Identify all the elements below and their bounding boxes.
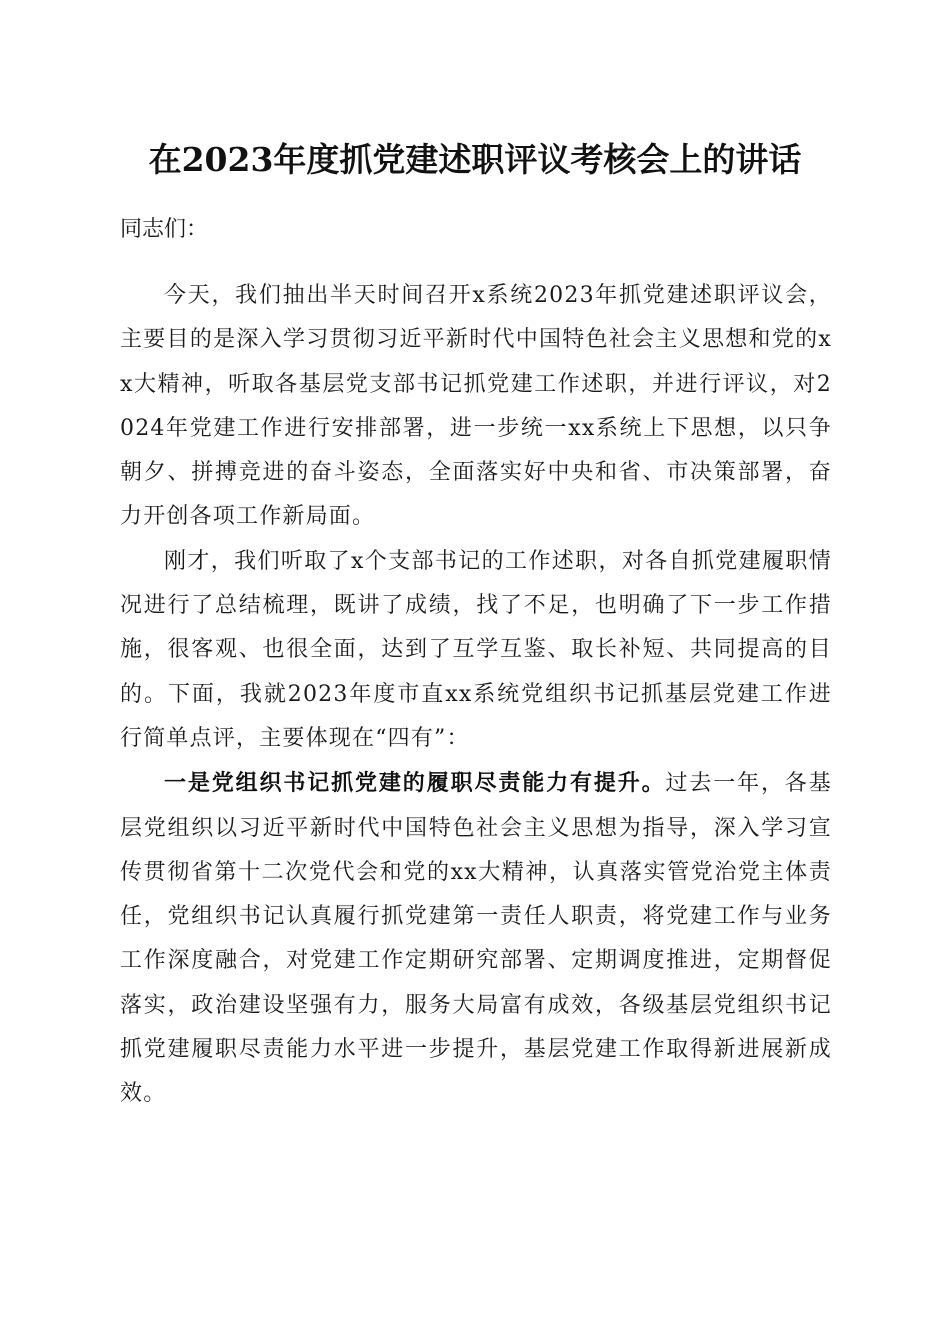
salutation: 同志们： [120,217,209,242]
document-body [120,274,832,1117]
paragraph-lead-heading: 一是党组织书记抓党建的履职尽责能力有提升。 [164,770,666,797]
paragraph-text: 过去一年，各基层党组织以习近平新时代中国特色社会主义思想为指导，深入学习宣传贯彻省第十二次党代会和党的xx大精神，认真落实管党治党主体责任，党组织书记认真履行抓党建第一责任人职责，将党建工作与业务工作深度融合，对党建工作定期研究部署、定期调度推进，定期督促落实，政治建设坚强有力，服务大局富有成效，各级基层党组织书记抓党建履职尽责能力水平进一步提升，基层党建工作取得新进展新成效。 [120,771,833,1107]
paragraph-opening [120,274,832,540]
paragraph-text: 刚才，我们听取了x个支部书记的工作述职，对各自抓党建履职情况进行了总结梳理，既讲了成绩，找了不足，也明确了下一步工作措施，很客观、也很全面，达到了互学互鉴、取长补短、共同提高的目的。下面，我就2023年度市直xx系统党组织书记抓基层党建工作进行简单点评，主要体现在“四有”： [120,548,832,751]
paragraph-text: 今天，我们抽出半天时间召开x系统2023年抓党建述职评议会，主要目的是深入学习贯彻习近平新时代中国特色社会主义思想和党的xx大精神，听取各基层党支部书记抓党建工作述职，并进行评议，对2024年党建工作进行安排部署，进一步统一xx系统上下思想，以只争朝夕、拼搏竞进的奋斗姿态，全面落实好中央和省、市决策部署，奋力开创各项工作新局面。 [120,283,832,530]
paragraph-review [120,540,832,761]
document-title: 在2023年度抓党建述职评议考核会上的讲话 [148,140,802,179]
paragraph-point-one [120,761,832,1116]
